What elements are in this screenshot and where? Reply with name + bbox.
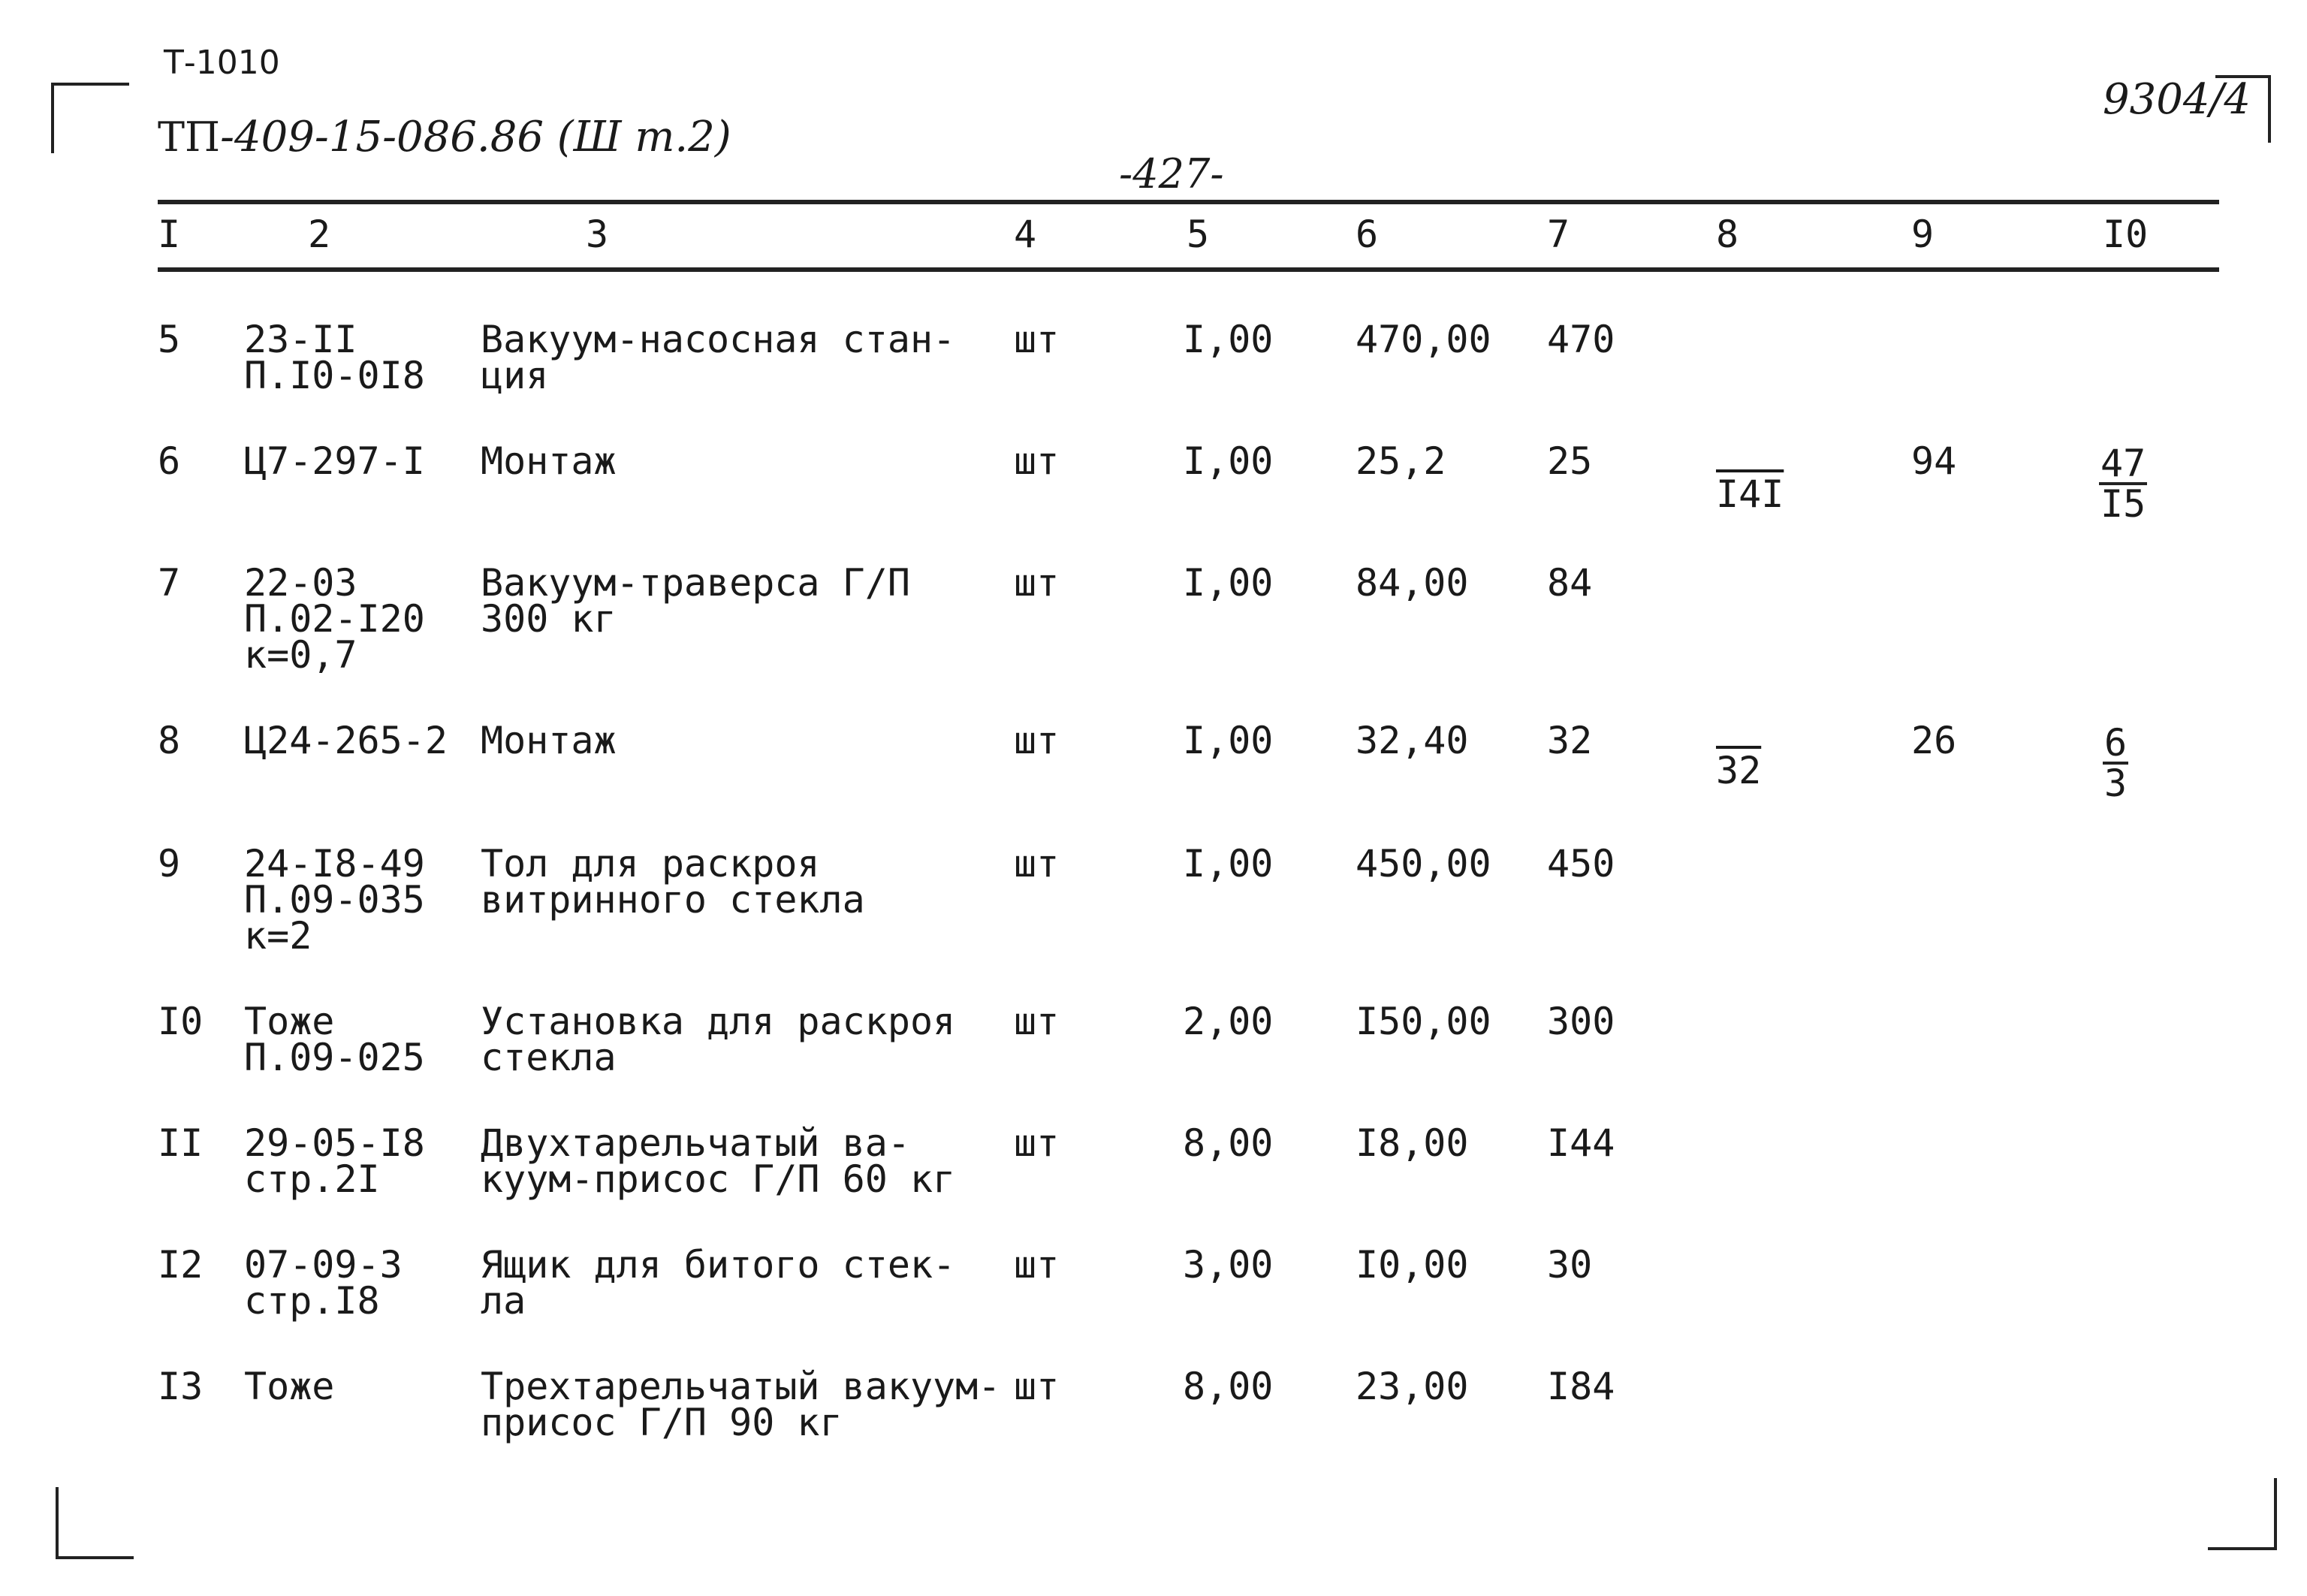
table-top-rule (158, 200, 2219, 204)
total-cost: I44 (1547, 1121, 1615, 1165)
unit-price: 470,00 (1356, 318, 1491, 361)
unit-price: I8,00 (1356, 1121, 1469, 1165)
rate-code: 24-I8-49 П.09-035 к=2 (244, 842, 425, 958)
row-number: 5 (158, 318, 181, 361)
item-name: Вакуум-траверса Г/П 300 кг (481, 561, 910, 641)
total-cost: 470 (1547, 318, 1615, 361)
rate-code: 07-09-3 стр.I8 (244, 1243, 403, 1323)
rate-code: Тоже (244, 1365, 335, 1408)
quantity: 8,00 (1183, 1121, 1274, 1165)
col8-value: I4I (1716, 472, 1784, 516)
col-header-2: 2 (308, 213, 331, 256)
item-name: Вакуум-насосная стан- ция (481, 318, 956, 397)
row-number: 6 (158, 439, 181, 483)
col-header-4: 4 (1014, 213, 1037, 256)
unit-price: 23,00 (1356, 1365, 1469, 1408)
item-name: Установка для раскроя стекла (481, 1000, 956, 1079)
unit: шт (1014, 318, 1060, 361)
page-number: -427- (1119, 150, 1224, 198)
col9-value: 94 (1911, 439, 1957, 483)
project-prefix: ТП (158, 113, 221, 161)
col-header-5: 5 (1187, 213, 1210, 256)
unit-price: 450,00 (1356, 842, 1491, 885)
row-number: I2 (158, 1243, 204, 1287)
col-header-9: 9 (1911, 213, 1935, 256)
item-name: Трехтарельчатый вакуум- присос Г/П 90 кг (481, 1365, 1001, 1444)
col10-denominator: I5 (2100, 482, 2146, 526)
rate-code: 23-II П.I0-0I8 (244, 318, 425, 397)
total-cost: 30 (1547, 1243, 1593, 1287)
col10-numerator: 47 (2100, 442, 2146, 485)
total-cost: 25 (1547, 439, 1593, 483)
col9-value: 26 (1911, 719, 1957, 762)
quantity: I,00 (1183, 561, 1274, 605)
col-header-6: 6 (1356, 213, 1379, 256)
unit-price: I50,00 (1356, 1000, 1491, 1043)
col-header-10: I0 (2103, 213, 2149, 256)
col-header-3: 3 (586, 213, 609, 256)
quantity: 2,00 (1183, 1000, 1274, 1043)
unit: шт (1014, 561, 1060, 605)
total-cost: 84 (1547, 561, 1593, 605)
corner-mark-bottom-left (56, 1487, 134, 1559)
unit: шт (1014, 1365, 1060, 1408)
item-name: Монтаж (481, 719, 617, 762)
unit: шт (1014, 1243, 1060, 1287)
col10-numerator: 6 (2104, 721, 2128, 765)
unit: шт (1014, 1000, 1060, 1043)
unit: шт (1014, 1121, 1060, 1165)
col10-fraction (2099, 442, 2147, 526)
rate-code: Тоже П.09-025 (244, 1000, 425, 1079)
row-number: 8 (158, 719, 181, 762)
corner-mark-bottom-right (2208, 1478, 2277, 1550)
quantity: I,00 (1183, 318, 1274, 361)
unit: шт (1014, 719, 1060, 762)
quantity: 3,00 (1183, 1243, 1274, 1287)
unit-price: I0,00 (1356, 1243, 1469, 1287)
unit-price: 25,2 (1356, 439, 1446, 483)
unit: шт (1014, 439, 1060, 483)
quantity: I,00 (1183, 439, 1274, 483)
series-code: Т-1010 (164, 44, 280, 82)
item-name: Тол для раскроя витринного стекла (481, 842, 865, 922)
quantity: 8,00 (1183, 1365, 1274, 1408)
col8-value: 32 (1716, 749, 1762, 792)
project-designation (158, 113, 731, 161)
row-number: II (158, 1121, 204, 1165)
col-header-1: I (158, 213, 181, 256)
project-number: -409-15-086.86 (Ш т.2) (220, 113, 731, 161)
item-name: Двухтарельчатый ва- куум-присос Г/П 60 кг (481, 1121, 956, 1201)
rate-code: Ц7-297-I (244, 439, 425, 483)
archive-number: 9304/4 (2103, 75, 2251, 124)
total-cost: I84 (1547, 1365, 1615, 1408)
total-cost: 300 (1547, 1000, 1615, 1043)
row-number: I3 (158, 1365, 204, 1408)
row-number: I0 (158, 1000, 204, 1043)
unit-price: 32,40 (1356, 719, 1469, 762)
item-name: Ящик для битого стек- ла (481, 1243, 956, 1323)
col-header-7: 7 (1547, 213, 1570, 256)
corner-mark-top-left (51, 83, 129, 153)
total-cost: 32 (1547, 719, 1593, 762)
unit: шт (1014, 842, 1060, 885)
quantity: I,00 (1183, 842, 1274, 885)
rate-code: 29-05-I8 стр.2I (244, 1121, 425, 1201)
row-number: 9 (158, 842, 181, 885)
table-header-rule (158, 267, 2219, 272)
row-number: 7 (158, 561, 181, 605)
rate-code: Ц24-265-2 (244, 719, 448, 762)
item-name: Монтаж (481, 439, 617, 483)
unit-price: 84,00 (1356, 561, 1469, 605)
rate-code: 22-03 П.02-I20 к=0,7 (244, 561, 425, 677)
total-cost: 450 (1547, 842, 1615, 885)
col10-fraction (2103, 721, 2128, 805)
col10-denominator: 3 (2104, 762, 2128, 805)
col-header-8: 8 (1716, 213, 1739, 256)
quantity: I,00 (1183, 719, 1274, 762)
